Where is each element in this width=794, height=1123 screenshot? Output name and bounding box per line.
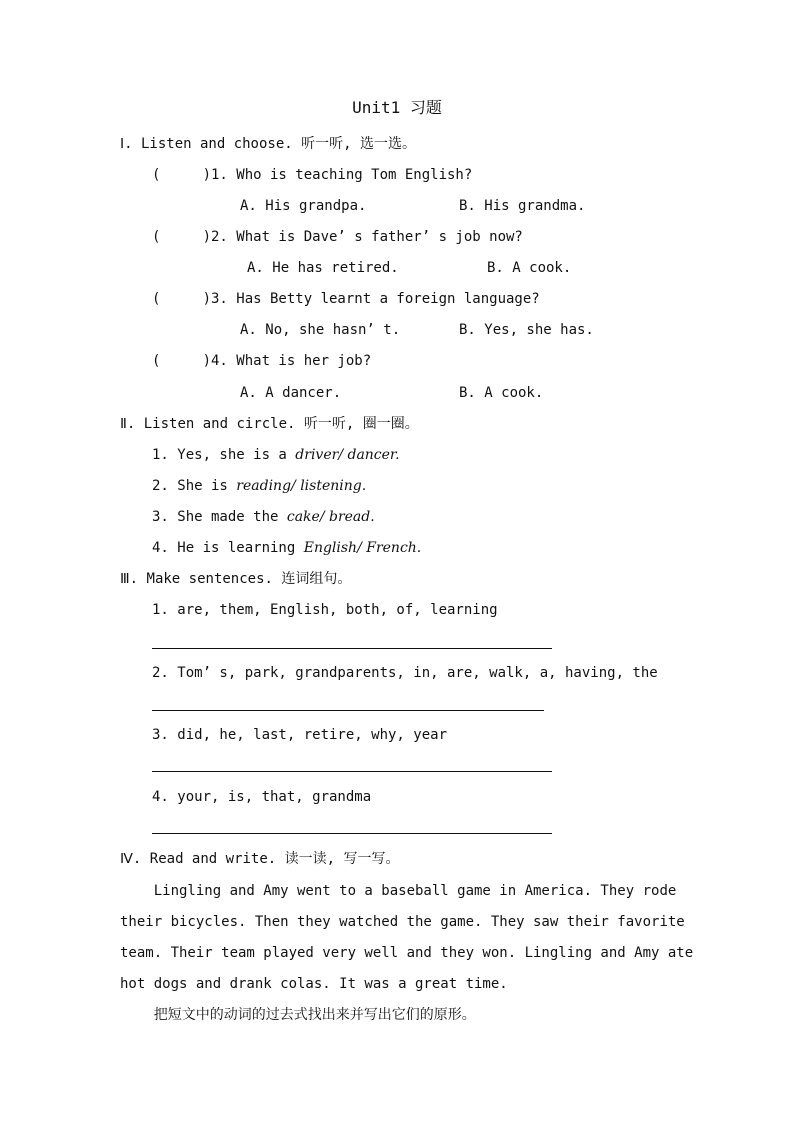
circle-item-1-text: 1. Yes, she is a [152,447,296,463]
question-2-option-b: B. A cook. [487,260,572,276]
sentence-item-4: 4. your, is, that, grandma [152,789,372,805]
section-3-heading: Ⅲ. Make sentences. 连词组句。 [120,571,352,587]
circle-item-4-text: 4. He is learning [152,540,304,556]
circle-item-3-text: 3. She made the [152,509,287,525]
sentence-item-2: 2. Tom’ s, park, grandparents, in, are, walk, a, having, the [152,665,658,681]
sentence-item-1: 1. are, them, English, both, of, learning [152,602,498,618]
passage-line-3: team. Their team played very well and they won. Lingling and Amy ate [120,945,694,961]
question-2-stem: ( )2. What is Dave’ s father’ s job now? [152,229,523,245]
circle-item-1 [152,446,400,464]
circle-item-2-text: 2. She is [152,478,237,494]
question-3-stem: ( )3. Has Betty learnt a foreign language? [152,291,540,307]
question-1-stem: ( )1. Who is teaching Tom English? [152,167,473,183]
passage-line-1: Lingling and Amy went to a baseball game in America. They rode [120,883,677,899]
circle-item-4-choices: English/ French. [303,540,422,556]
circle-item-2 [152,477,366,495]
circle-item-1-choices: driver/ dancer. [295,447,400,463]
question-3-option-b: B. Yes, she has. [459,322,594,338]
circle-item-2-choices: reading/ listening. [236,478,367,494]
circle-item-3-choices: cake/ bread. [286,509,375,525]
writing-instruction: 把短文中的动词的过去式找出来并写出它们的原形。 [120,1007,476,1023]
answer-line-3[interactable] [152,771,552,772]
question-2-option-a: A. He has retired. [247,260,399,276]
answer-line-4[interactable] [152,833,552,834]
page-title: Unit1 习题 [352,98,442,117]
question-4-option-a: A. A dancer. [240,385,342,401]
question-3-option-a: A. No, she hasn’ t. [240,322,401,338]
question-4-stem: ( )4. What is her job? [152,353,372,369]
circle-item-4 [152,539,421,557]
section-1-heading: Ⅰ. Listen and choose. 听一听, 选一选。 [120,136,416,152]
passage-line-2: their bicycles. Then they watched the game. They saw their favorite [120,914,685,930]
question-1-option-b: B. His grandma. [459,198,586,214]
question-4-option-b: B. A cook. [459,385,544,401]
answer-line-1[interactable] [152,648,552,649]
answer-line-2[interactable] [152,710,544,711]
passage-line-4: hot dogs and drank colas. It was a great time. [120,976,508,992]
circle-item-3 [152,508,375,526]
section-4-heading: Ⅳ. Read and write. 读一读, 写一写。 [120,851,400,867]
question-1-option-a: A. His grandpa. [240,198,367,214]
sentence-item-3: 3. did, he, last, retire, why, year [152,727,448,743]
section-2-heading: Ⅱ. Listen and circle. 听一听, 圈一圈。 [120,416,419,432]
